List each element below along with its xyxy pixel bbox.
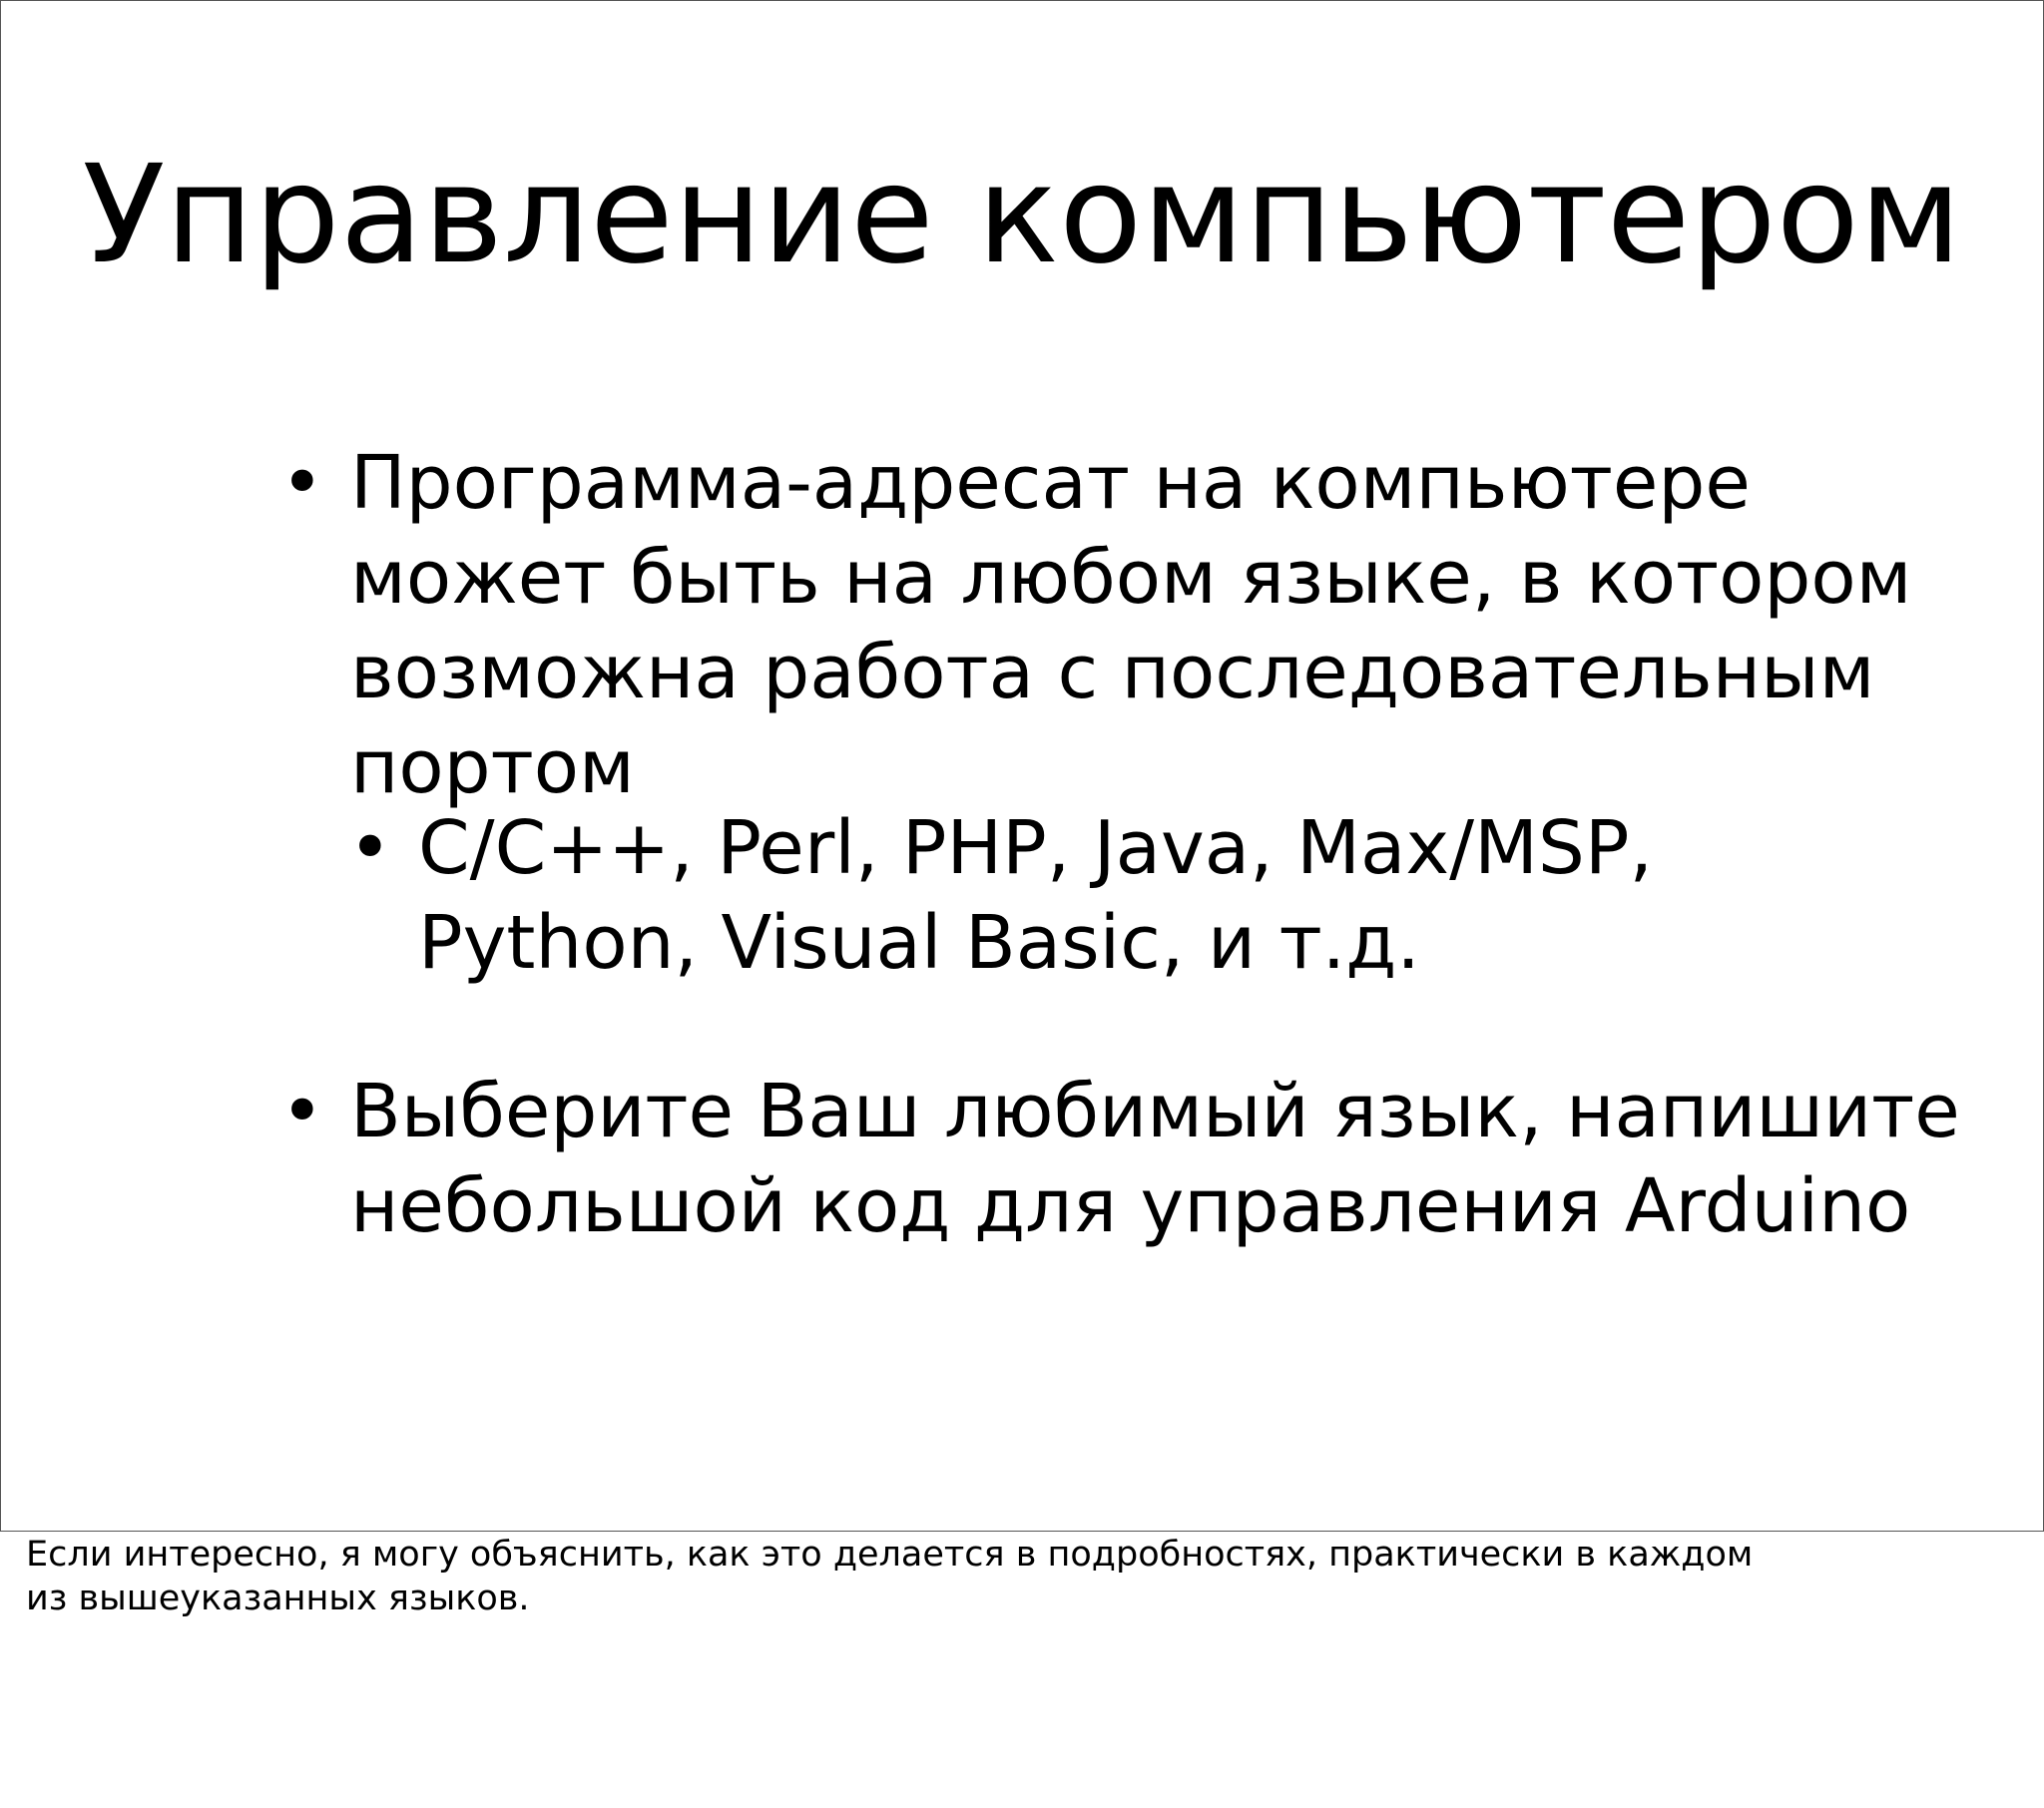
bullet-line: Выберите Ваш любимый язык, напишите (350, 1069, 1960, 1154)
bullet-line: возможна работа с последовательным (350, 630, 1875, 715)
bullet-list (1, 1, 2043, 1531)
bullet-item (280, 436, 1912, 815)
sub-bullet-item (348, 801, 1654, 991)
bullet-marker: • (280, 1069, 324, 1154)
bullet-marker: • (280, 440, 324, 526)
sub-bullet-marker: • (348, 805, 392, 891)
speaker-notes (26, 1533, 1972, 1620)
notes-line: Если интересно, я могу объяснить, как это делается в подробностях, практически в каждом (26, 1535, 1754, 1575)
bullet-line: может быть на любом языке, в котором (350, 535, 1912, 621)
sub-bullet-line: C/C++, Perl, PHP, Java, Max/MSP, (418, 805, 1654, 891)
sub-bullet-line: Python, Visual Basic, и т.д. (418, 900, 1420, 986)
bullet-line: небольшой код для управления Arduino (350, 1163, 1911, 1249)
slide-title: Управление компьютером (82, 137, 1962, 294)
notes-line: из вышеуказанных языков. (26, 1579, 530, 1618)
bullet-line: Программа-адресат на компьютере (350, 440, 1751, 526)
bullet-line: портом (350, 724, 635, 810)
bullet-item (280, 1065, 1960, 1254)
